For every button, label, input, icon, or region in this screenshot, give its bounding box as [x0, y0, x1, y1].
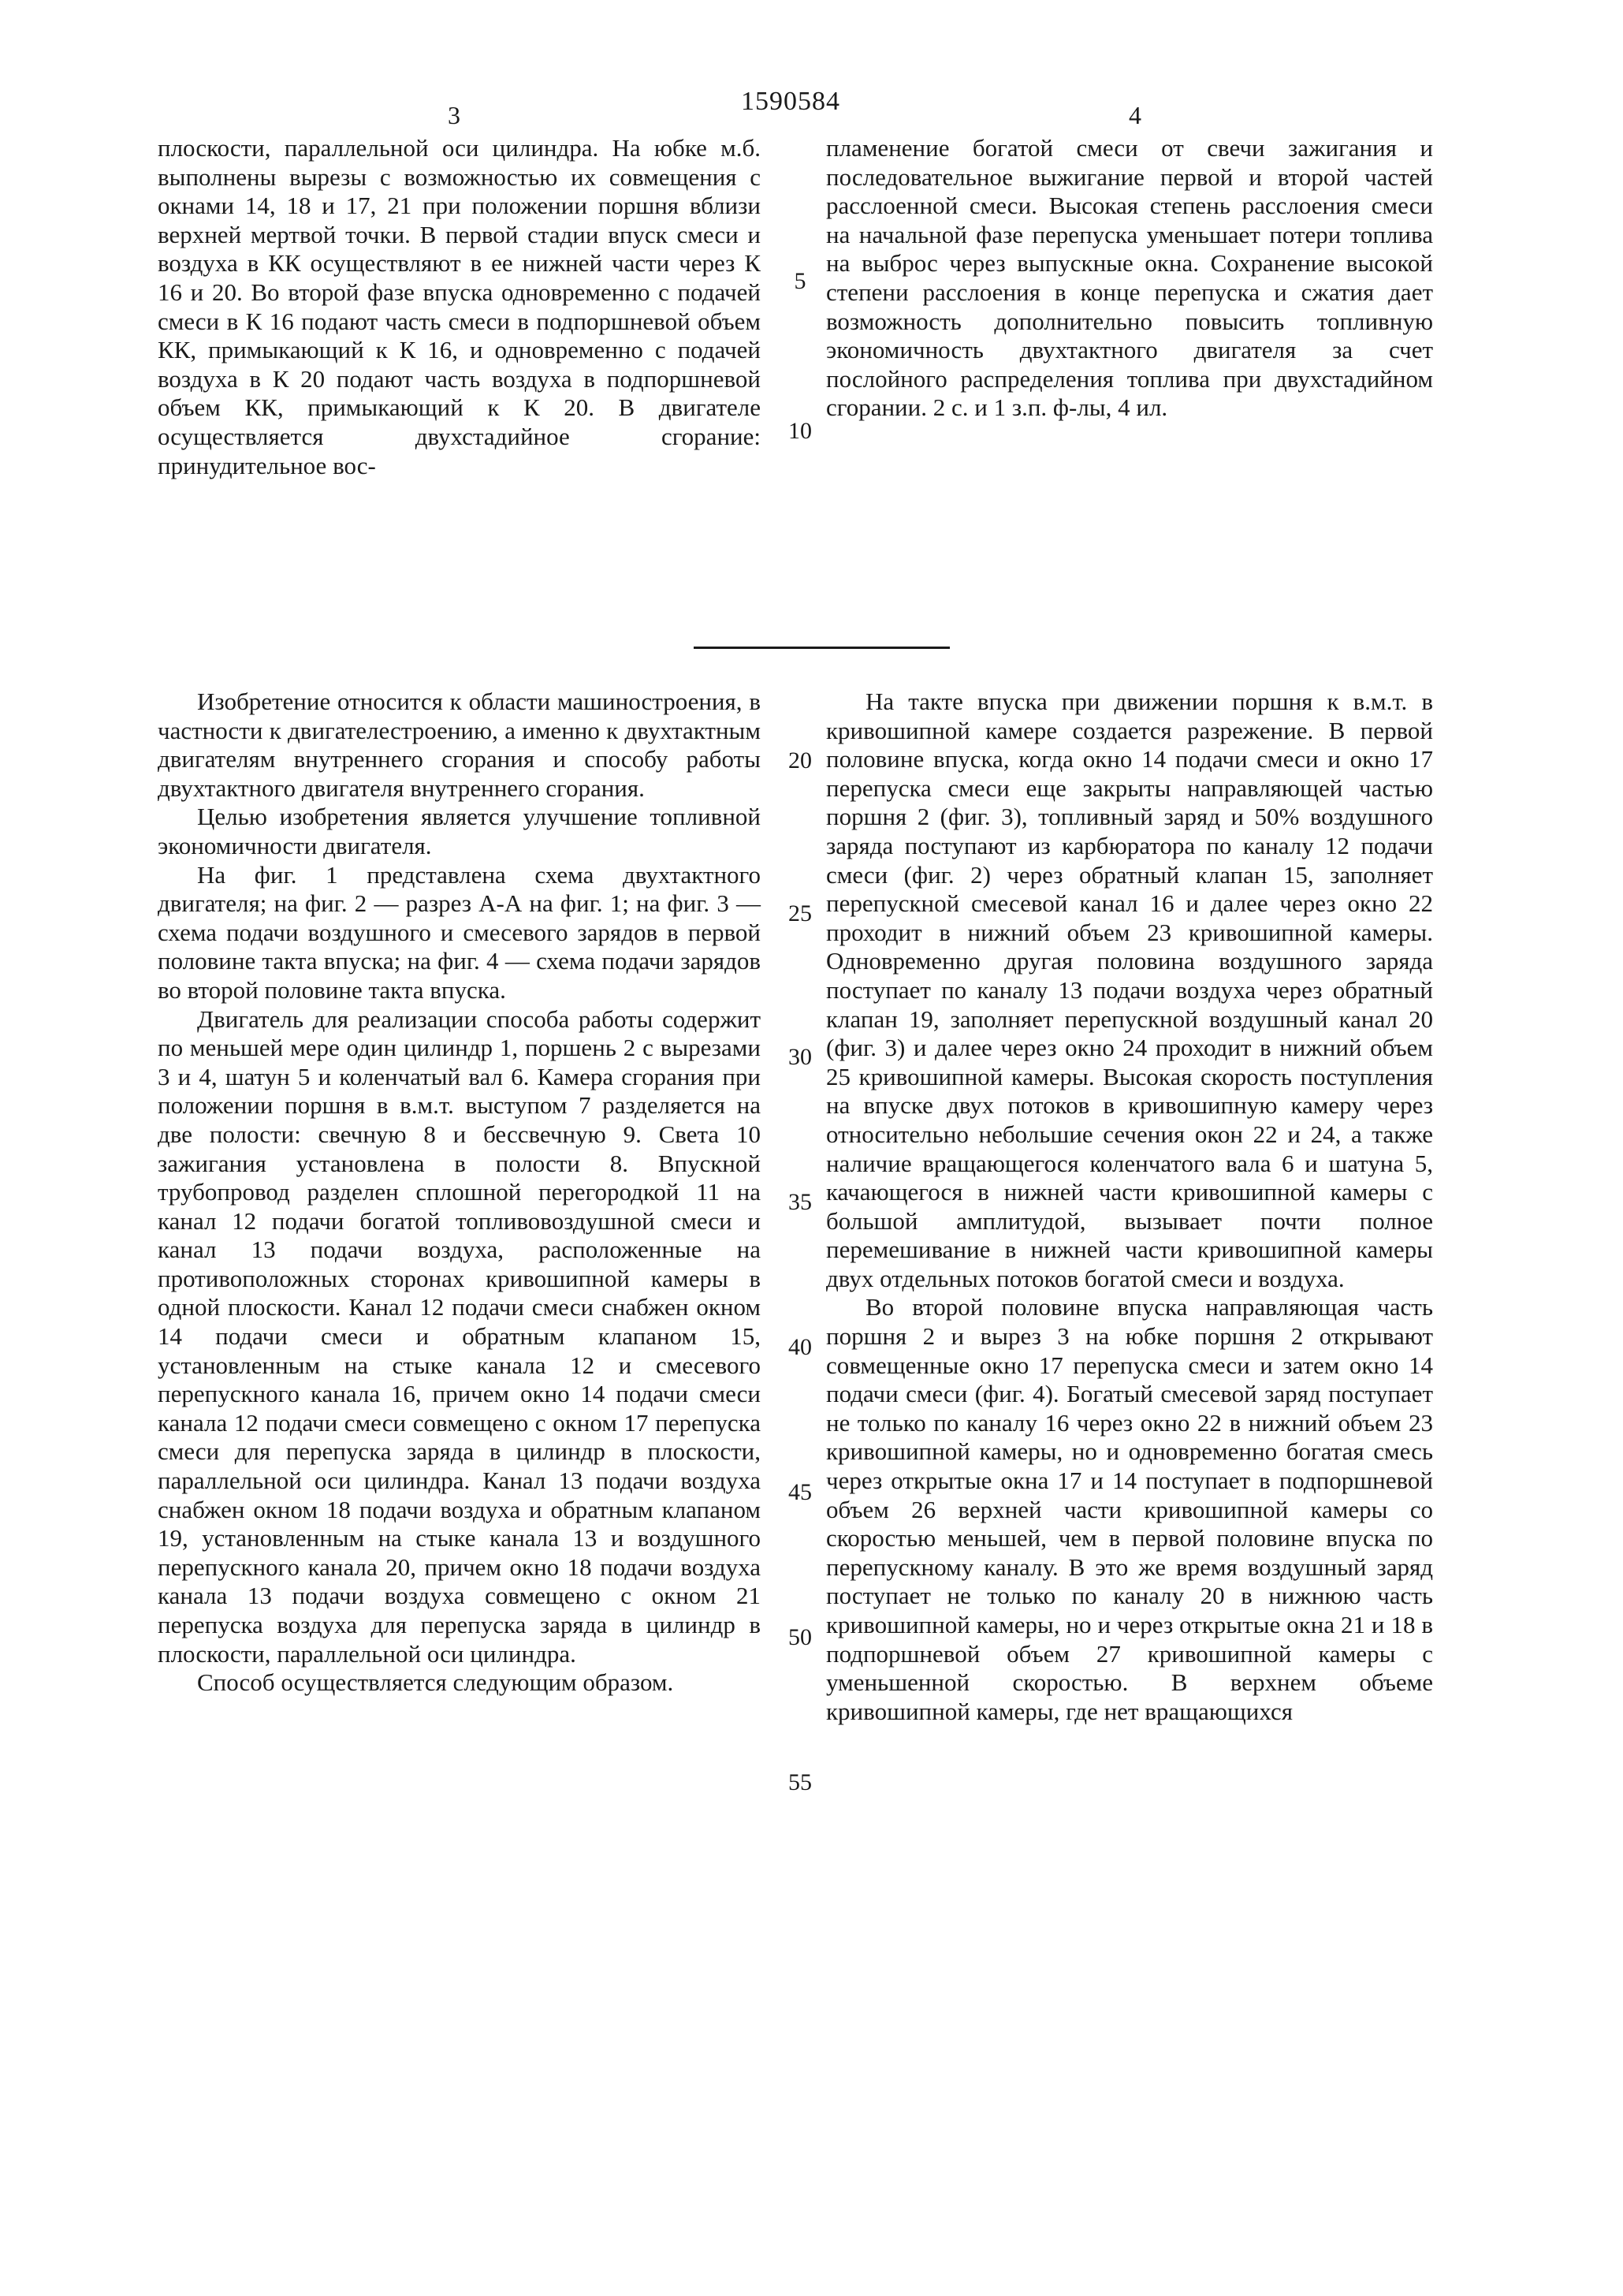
paragraph: На фиг. 1 представлена схема двухтактного двигателя; на фиг. 2 — разрез А-А на фиг. 1; на фиг. 3 — схема подачи воздушного и смесевого зарядов в первой половине такта впуска; на фиг. 4 — схема подачи зарядов во второй половине такта впуска.: [158, 860, 761, 1004]
page-number-left: 3: [448, 101, 460, 129]
page-number-right: 4: [1129, 101, 1141, 129]
line-number: 30: [788, 1044, 812, 1070]
paragraph: Двигатель для реализации способа работы содержит по меньшей мере один цилиндр 1, поршень 2 с вырезами 3 и 4, шатун 5 и коленчатый вал 6. Камера сгорания при положении поршня в в.м.т. выступом 7 разделяется на две полости: свечную 8 и бессвечную 9. Света 10 зажигания установлена в полости 8. Впускной трубопровод разделен сплошной перегородкой 11 на канал 12 подачи богатой топливовоздушной смеси и канал 13 подачи воздуха, расположенные на противоположных сторонах кривошипной камеры в одной плоскости. Канал 12 подачи смеси снабжен окном 14 подачи смеси и обратным клапаном 15, установленным на стыке канала 12 и смесевого перепускного канала 16, причем окно 14 подачи смеси канала 12 подачи смеси совмещено с окном 17 перепуска смеси для перепуска заряда в цилиндр в плоскости, параллельной оси цилиндра. Канал 13 подачи воздуха снабжен окном 18 подачи воздуха и обратным клапаном 19, установленным на стыке канала 13 и воздушного перепускного канала 20, причем окно 18 подачи воздуха канала 13 подачи воздуха совмещено с окном 21 перепуска воздуха для перепуска заряда в цилиндр в плоскости, параллельной оси цилиндра.: [158, 1004, 761, 1668]
body-left-column: [158, 688, 761, 1698]
abstract-right-column: [826, 134, 1433, 423]
paragraph: Целью изобретения является улучшение топливной экономичности двигателя.: [158, 803, 761, 859]
line-number: 25: [788, 900, 812, 926]
document-number: 1590584: [741, 87, 840, 116]
abstract-left-column: [158, 134, 761, 480]
paragraph: Изобретение относится к области машиностроения, в частности к двигателестроению, а именно к двухтактным двигателям внутреннего сгорания и способу работы двухтактного двигателя внутреннего сгорания.: [158, 688, 761, 802]
paragraph: На такте впуска при движении поршня к в.м.т. в кривошипной камере создается разрежение. В первой половине впуска, когда окно 14 подачи смеси и окно 17 перепуска смеси еще закрыты направляющей частью поршня 2 (фиг. 3), топливный заряд и 50% воздушного заряда поступают из карбюратора по каналу 12 подачи смеси (фиг. 2) через обратный клапан 15, заполняет перепускной смесевой канал 16 и далее через окно 22 проходит в нижний объем 23 кривошипной камеры. Одновременно другая половина воздушного заряда поступает по каналу 13 подачи воздуха через обратный клапан 19, заполняет перепускной воздушный канал 20 (фиг. 3) и далее через окно 24 проходит в нижний объем 25 кривошипной камеры. Высокая скорость поступления на впуске двух потоков в кривошипную камеру через относительно небольшие сечения окон 22 и 24, а также наличие вращающегося коленчатого вала 6 и шатуна 5, качающегося в нижней части кривошипной камеры с большой амплитудой, вызывает почти полное перемешивание в нижней части кривошипной камеры двух отдельных потоков богатой смеси и воздуха.: [826, 688, 1433, 1292]
paragraph: Во второй половине впуска направляющая часть поршня 2 и вырез 3 на юбке поршня 2 открывают совмещенные окно 17 перепуска смеси и затем окно 14 подачи смеси (фиг. 4). Богатый смесевой заряд поступает не только по каналу 16 через окно 22 в нижний объем 23 кривошипной камеры, но и одновременно богатая смесь через открытые окна 17 и 14 поступает в подпоршневой объем 26 верхней части кривошипной камеры со скоростью меньшей, чем в первой половине впуска по перепускному каналу. В это же время воздушный заряд поступает не только по каналу 20 в нижнюю часть кривошипной камеры, но и через открытые окна 21 и 18 в подпоршневой объем 27 кривошипной камеры с уменьшенной скоростью. В верхнем объеме кривошипной камеры, где нет вращающихся: [826, 1293, 1433, 1725]
line-number: 55: [788, 1769, 812, 1795]
line-number: 5: [794, 268, 806, 294]
line-number: 20: [788, 747, 812, 773]
line-number: 10: [788, 418, 812, 444]
abstract-left-text: плоскости, параллельной оси цилиндра. На юбке м.б. выполнены вырезы с возможностью их совмещения с окнами 14, 18 и 17, 21 при положении поршня вблизи верхней мертвой точки. В первой стадии впуск смеси и воздуха в КК осуществляют в ее нижней части через К 16 и 20. Во второй фазе впуска одновременно с подачей смеси в К 16 подают часть смеси в подпоршневой объем КК, примыкающий к К 16, и одновременно с подачей воздуха в К 20 подают часть воздуха в подпоршневой объем КК, примыкающий к К 20. В двигателе осуществляется двухстадийное сгорание: принудительное вос-: [158, 134, 761, 479]
section-divider: [694, 647, 950, 649]
abstract-right-text: пламенение богатой смеси от свечи зажигания и последовательное выжигание первой и второй частей расслоенной смеси. Высокая степень расслоения смеси на начальной фазе перепуска уменьшает потери топлива на выброс через выпускные окна. Сохранение высокой степени расслоения в конце перепуска и сжатия дает возможность дополнительно повысить топливную экономичность двухтактного двигателя за счет послойного распределения топлива при двухстадийном сгорании. 2 с. и 1 з.п. ф-лы, 4 ил.: [826, 134, 1433, 422]
line-number: 40: [788, 1334, 812, 1360]
line-number: 45: [788, 1479, 812, 1505]
line-number: 35: [788, 1189, 812, 1215]
body-right-column: [826, 688, 1433, 1726]
paragraph: Способ осуществляется следующим образом.: [197, 1668, 674, 1697]
line-number: 50: [788, 1624, 812, 1650]
